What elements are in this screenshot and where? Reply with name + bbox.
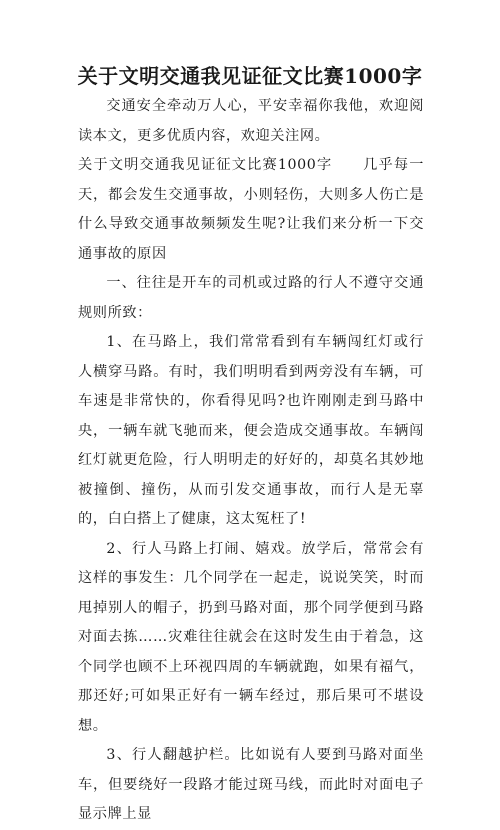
- paragraph-intro: 交通安全牵动万人心，平安幸福你我他，欢迎阅读本文，更多优质内容，欢迎关注网。: [78, 98, 424, 144]
- paragraph-point-three: 3、行人翻越护栏。比如说有人要到马路对面坐车，但要绕好一段路才能过斑马线，而此时对面电子显示牌上显: [78, 747, 424, 822]
- document-body: [78, 92, 424, 830]
- paragraph-point-two: 2、行人马路上打闹、嬉戏。放学后，常常会有这样的事发生：几个同学在一起走，说说笑笑，时而甩掉别人的帽子，扔到马路对面，那个同学便到马路对面去拣……灾难往往就会在这时发生由于着急，这个同学也顾不上环视四周的车辆就跑，如果有福气，那还好;可如果正好有一辆车经过，那后果可不堪设想。: [78, 540, 424, 734]
- paragraph-section-one: 一、往往是开车的司机或过路的行人不遵守交通规则所致：: [78, 275, 424, 321]
- paragraph-point-one: 1、在马路上，我们常常看到有车辆闯红灯或行人横穿马路。有时，我们明明看到两旁没有车辆，可车速是非常快的，你看得见吗?也许刚刚走到马路中央，一辆车就飞驰而来，便会造成交通事故。车辆闯红灯就更危险，行人明明走的好好的，却莫名其妙地被撞倒、撞伤，从而引发交通事故，而行人是无辜的，白白搭上了健康，这太冤枉了!: [78, 334, 424, 527]
- paragraph-heading-line: 关于文明交通我见证征文比赛1000字 几乎每一天，都会发生交通事故，小则轻伤，大则多人伤亡是什么导致交通事故频频发生呢?让我们来分析一下交通事故的原因: [78, 157, 424, 262]
- document-title: 关于文明交通我见证征文比赛1000字: [77, 64, 423, 88]
